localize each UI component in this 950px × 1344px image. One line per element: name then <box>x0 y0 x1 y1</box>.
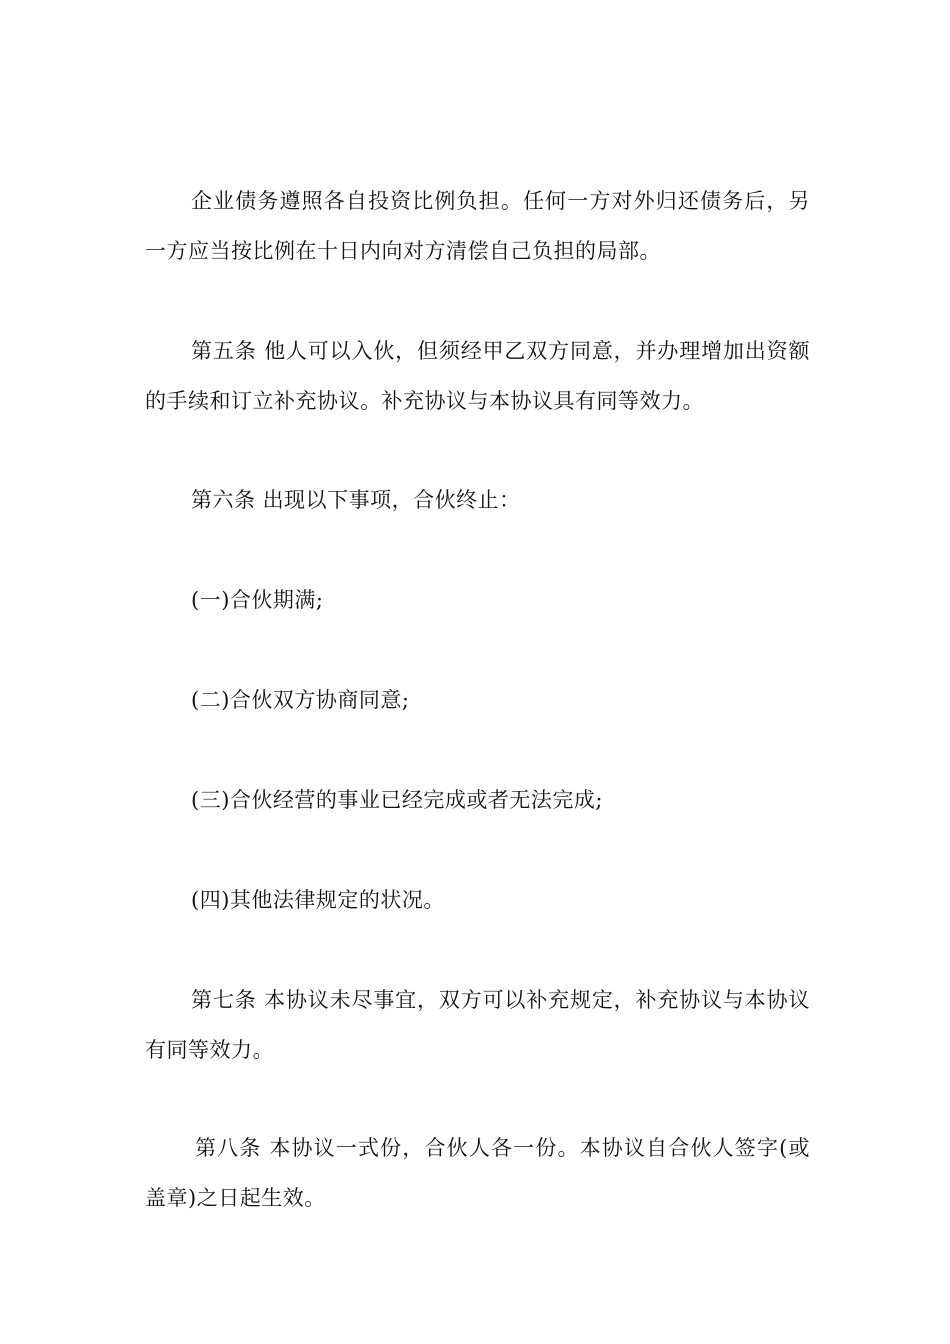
list-item-termination-4: (四)其他法律规定的状况。 <box>191 888 445 912</box>
paragraph-article-8: 第八条 本协议一式份，合伙人各一份。本协议自合伙人签字(或盖章)之日起生效。 <box>145 1136 810 1210</box>
paragraph-article-5: 第五条 他人可以入伙，但须经甲乙双方同意，并办理增加出资额的手续和订立补充协议。补充协议与本协议具有同等效力。 <box>145 339 810 413</box>
list-item-termination-2: (二)合伙双方协商同意; <box>191 688 410 712</box>
paragraph-debt-sharing: 企业债务遵照各自投资比例负担。任何一方对外归还债务后，另一方应当按比例在十日内向对方清偿自己负担的局部。 <box>145 189 810 263</box>
list-item-termination-3: (三)合伙经营的事业已经完成或者无法完成; <box>191 788 603 812</box>
paragraph-article-6: 第六条 出现以下事项，合伙终止： <box>191 488 521 512</box>
list-item-termination-1: (一)合伙期满; <box>191 588 324 612</box>
paragraph-article-7: 第七条 本协议未尽事宜，双方可以补充规定，补充协议与本协议有同等效力。 <box>145 988 810 1062</box>
